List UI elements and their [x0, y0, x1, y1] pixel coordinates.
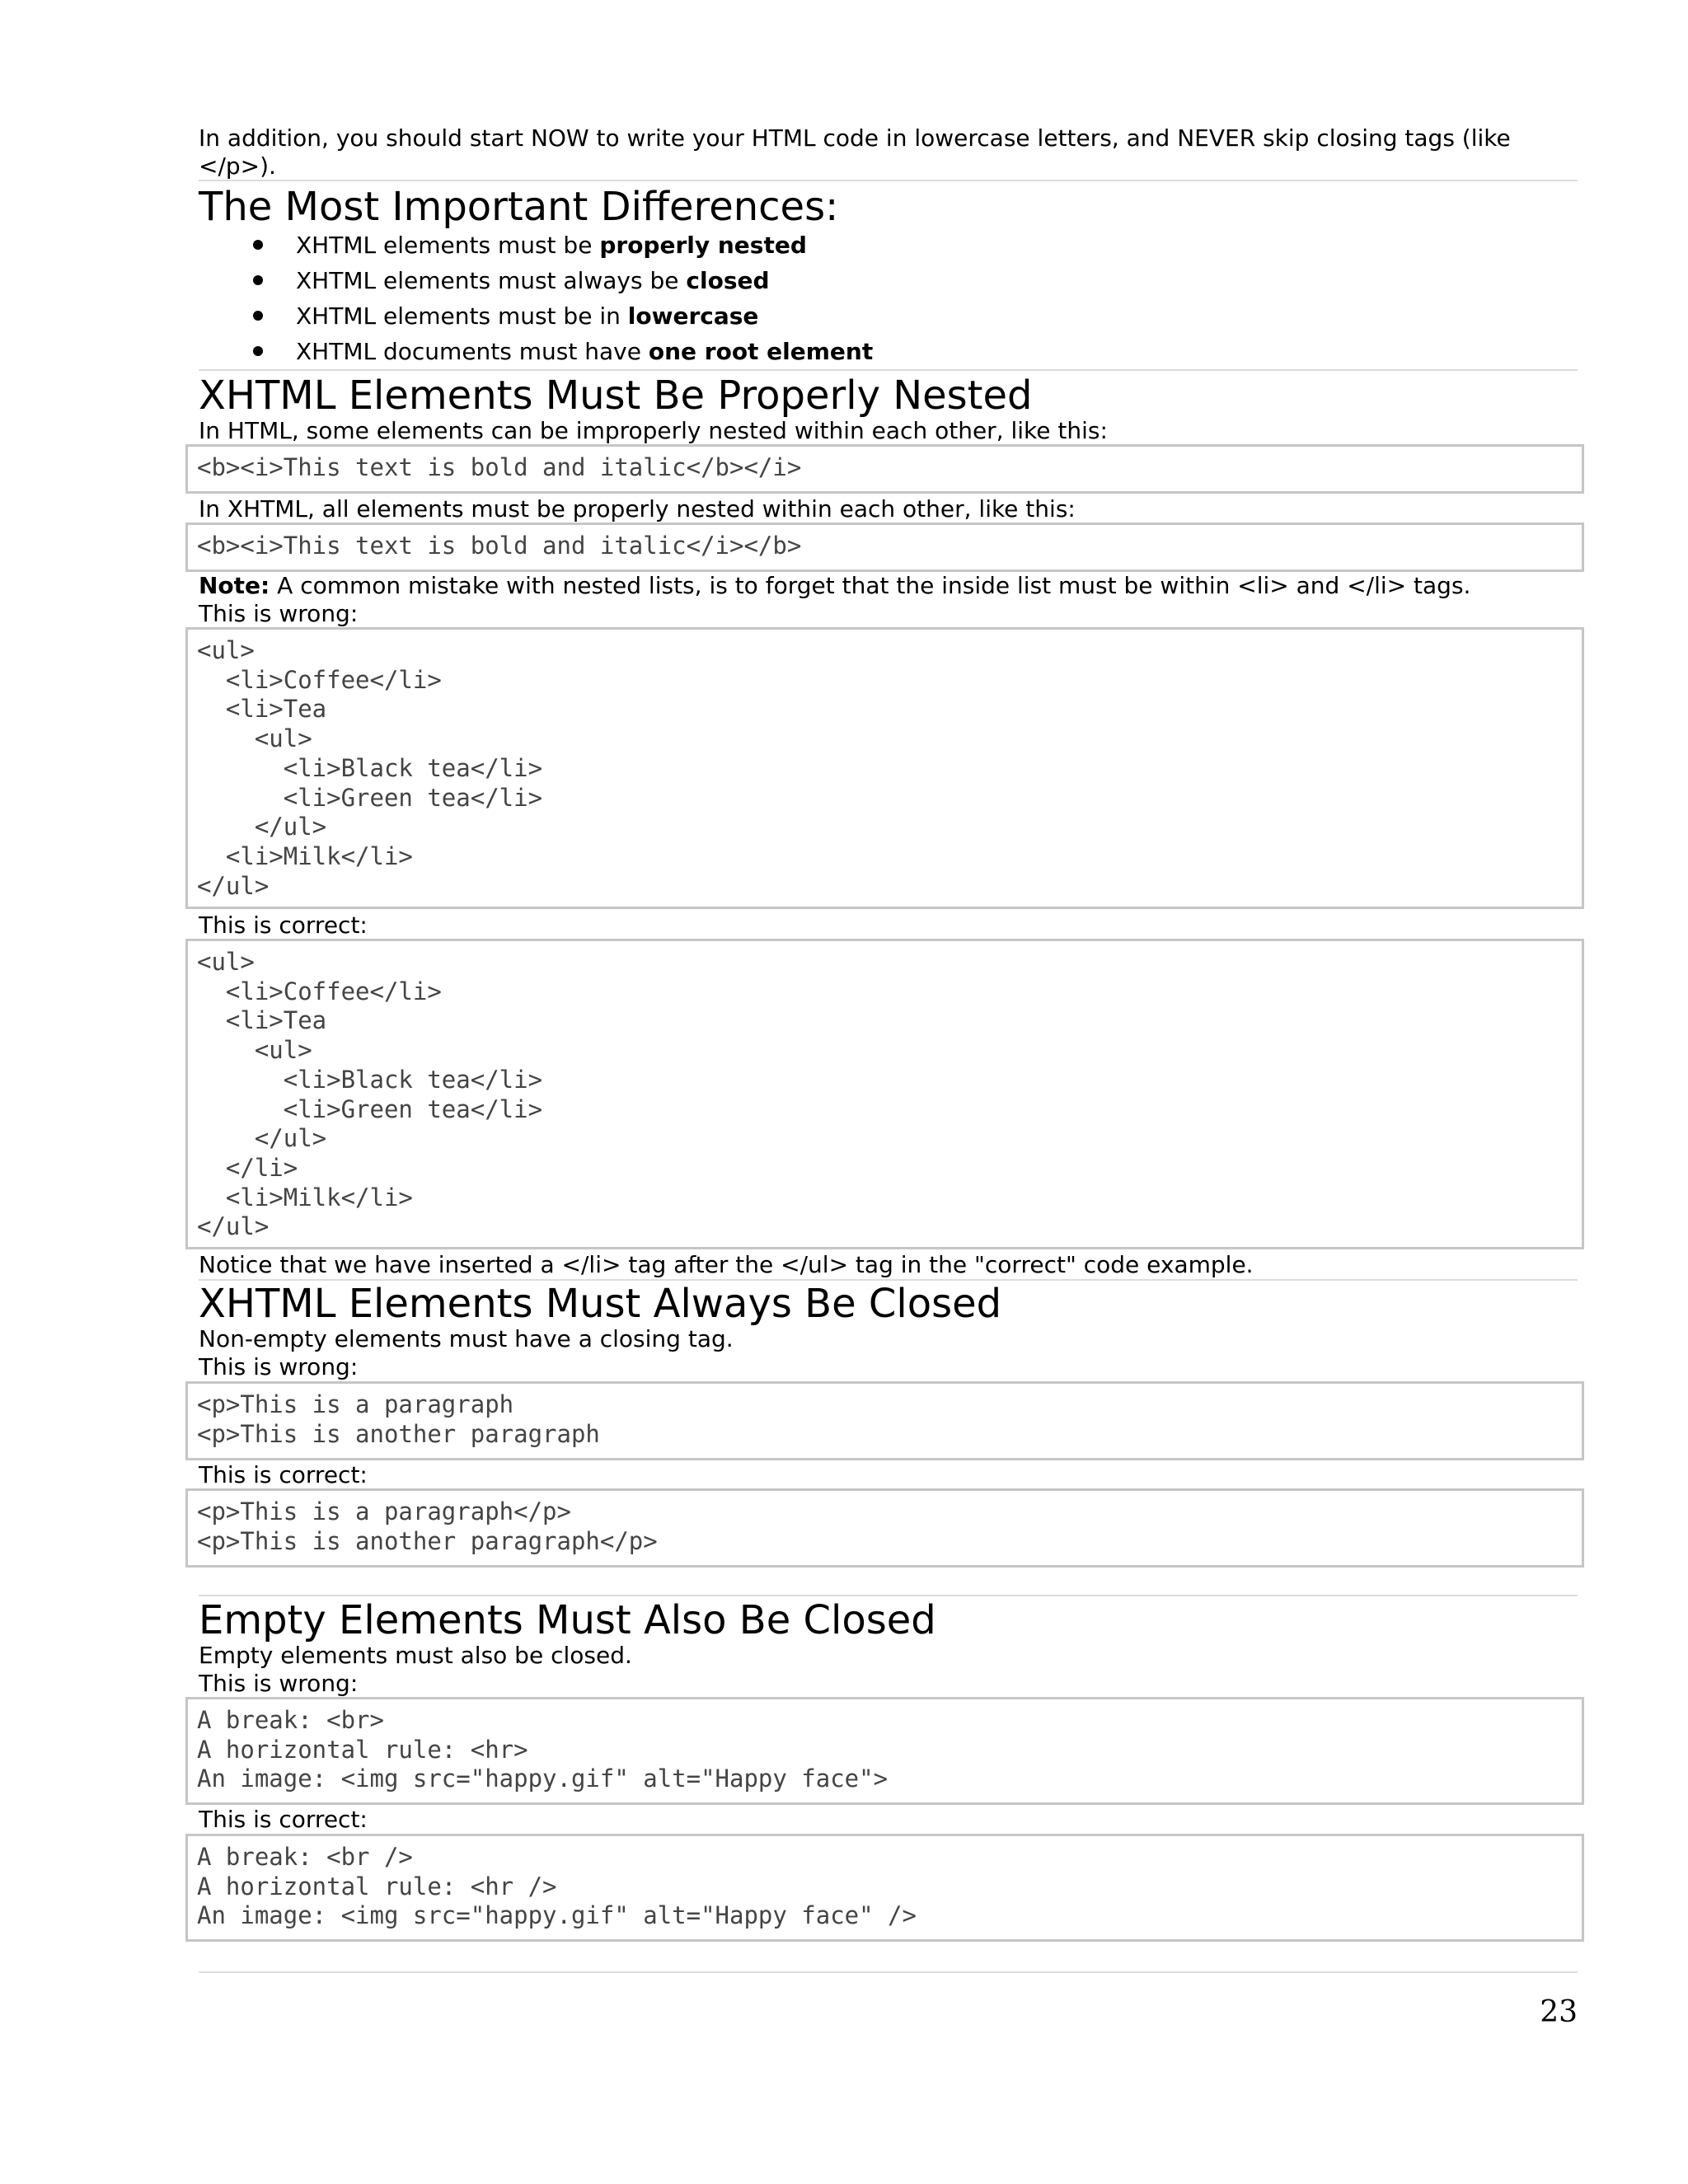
closed-heading: XHTML Elements Must Always Be Closed	[199, 1281, 1002, 1327]
empty-heading: Empty Elements Must Also Be Closed	[199, 1597, 936, 1643]
code-block-correct-empty: A break: <br /> A horizontal rule: <hr /> An image: <img src="happy.gif" alt="Happy face" />	[185, 1834, 1584, 1942]
notice-text: Notice that we have inserted a </li> tag after the </ul> tag in the "correct" code example.	[199, 1251, 1254, 1278]
wrong-label: This is wrong:	[199, 1353, 359, 1380]
divider	[199, 369, 1578, 371]
wrong-label: This is wrong:	[199, 600, 359, 627]
note-text: Note: A common mistake with nested lists, is to forget that the inside list must be within <li> and </li> tags.	[199, 572, 1471, 599]
code-block-wrong-paragraphs: <p>This is a paragraph <p>This is another paragraph	[185, 1381, 1584, 1460]
empty-text: Empty elements must also be closed.	[199, 1642, 632, 1669]
differences-heading: The Most Important Differences:	[199, 184, 839, 230]
intro-line-1: In addition, you should start NOW to write your HTML code in lowercase letters, and NEVER skip closing tags (like	[199, 124, 1511, 152]
intro-line-2: </p>).	[199, 152, 276, 180]
code-block-correct-list: <ul> <li>Coffee</li> <li>Tea <ul> <li>Black tea</li> <li>Green tea</li> </ul> </li> <li>Milk</li> </ul>	[185, 939, 1584, 1249]
wrong-label: This is wrong:	[199, 1670, 359, 1697]
code-block-html-nesting: <b><i>This text is bold and italic</b></i>	[185, 444, 1584, 494]
footer-divider	[199, 1971, 1578, 1973]
nested-heading: XHTML Elements Must Be Properly Nested	[199, 373, 1033, 419]
nested-html-text: In HTML, some elements can be improperly nested within each other, like this:	[199, 417, 1108, 444]
differences-list	[199, 231, 873, 373]
correct-label: This is correct:	[199, 1461, 368, 1488]
bullet-icon	[253, 311, 263, 321]
code-block-xhtml-nesting: <b><i>This text is bold and italic</i></b>	[185, 523, 1584, 572]
bullet-icon	[253, 240, 263, 250]
list-item: XHTML elements must always be closed	[199, 266, 873, 302]
divider	[199, 180, 1578, 181]
code-block-correct-paragraphs: <p>This is a paragraph</p> <p>This is another paragraph</p>	[185, 1488, 1584, 1568]
list-item: XHTML elements must be in lowercase	[199, 302, 873, 337]
closed-text: Non-empty elements must have a closing tag.	[199, 1325, 734, 1352]
bullet-icon	[253, 275, 263, 285]
code-block-wrong-list: <ul> <li>Coffee</li> <li>Tea <ul> <li>Black tea</li> <li>Green tea</li> </ul> <li>Milk</li> </ul>	[185, 627, 1584, 909]
bullet-icon	[253, 346, 263, 356]
nested-xhtml-text: In XHTML, all elements must be properly nested within each other, like this:	[199, 495, 1076, 523]
list-item: XHTML documents must have one root element	[199, 337, 873, 373]
correct-label: This is correct:	[199, 1806, 368, 1833]
list-item: XHTML elements must be properly nested	[199, 231, 873, 266]
page-number: 23	[1540, 1995, 1578, 2029]
note-label: Note:	[199, 572, 270, 599]
code-block-wrong-empty: A break: <br> A horizontal rule: <hr> An image: <img src="happy.gif" alt="Happy face">	[185, 1697, 1584, 1805]
correct-label: This is correct:	[199, 912, 368, 939]
